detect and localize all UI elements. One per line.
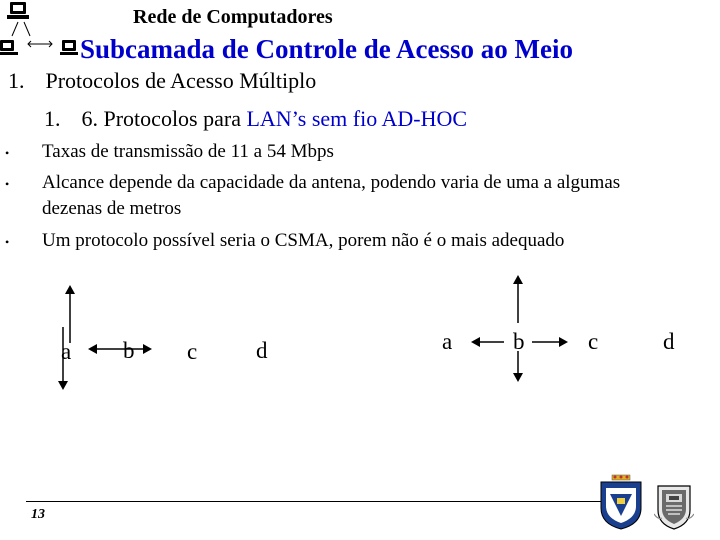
slide-number: 13 [31,507,45,522]
network-computers-icon [0,0,80,62]
footer-rule [26,501,636,502]
node-b-left: b [123,338,135,363]
bullet-dot: • [5,146,10,160]
diagram-left-arrows [30,285,160,395]
bullet-text: Taxas de transmissão de 11 a 54 Mbps [42,141,334,162]
bullet-dot: • [5,235,10,249]
bullet-dot: • [5,177,10,191]
node-d-left: d [256,338,268,363]
node-b-right: b [513,329,525,354]
node-c-left: c [187,339,198,364]
course-title: Rede de Computadores [133,6,333,28]
outline-item-2-highlight: LAN’s sem fio AD-HOC [246,106,468,131]
bullet-text-continuation: dezenas de metros [42,198,182,219]
slide-title: Subcamada de Controle de Acesso ao Meio [80,34,573,64]
university-crest-logo [598,474,644,530]
outline-item-1 [8,68,316,94]
outline-item-1-number: 1. [8,68,25,93]
bullet-text: Alcance depende da capacidade da antena, podendo varia de uma a algumas [42,172,621,193]
bullet-text: Um protocolo possível seria o CSMA, porem não é o mais adequado [42,230,565,251]
node-a-right: a [442,329,453,354]
outline-item-2-number: 1. [44,106,61,131]
institute-crest-logo [654,484,694,530]
outline-item-1-label: Protocolos de Acesso Múltiplo [45,68,317,93]
node-d-right: d [663,329,675,354]
outline-item-2-label: 6. Protocolos para [81,106,247,131]
node-a-left: a [61,339,72,364]
outline-item-2 [44,106,467,132]
node-c-right: c [588,329,599,354]
